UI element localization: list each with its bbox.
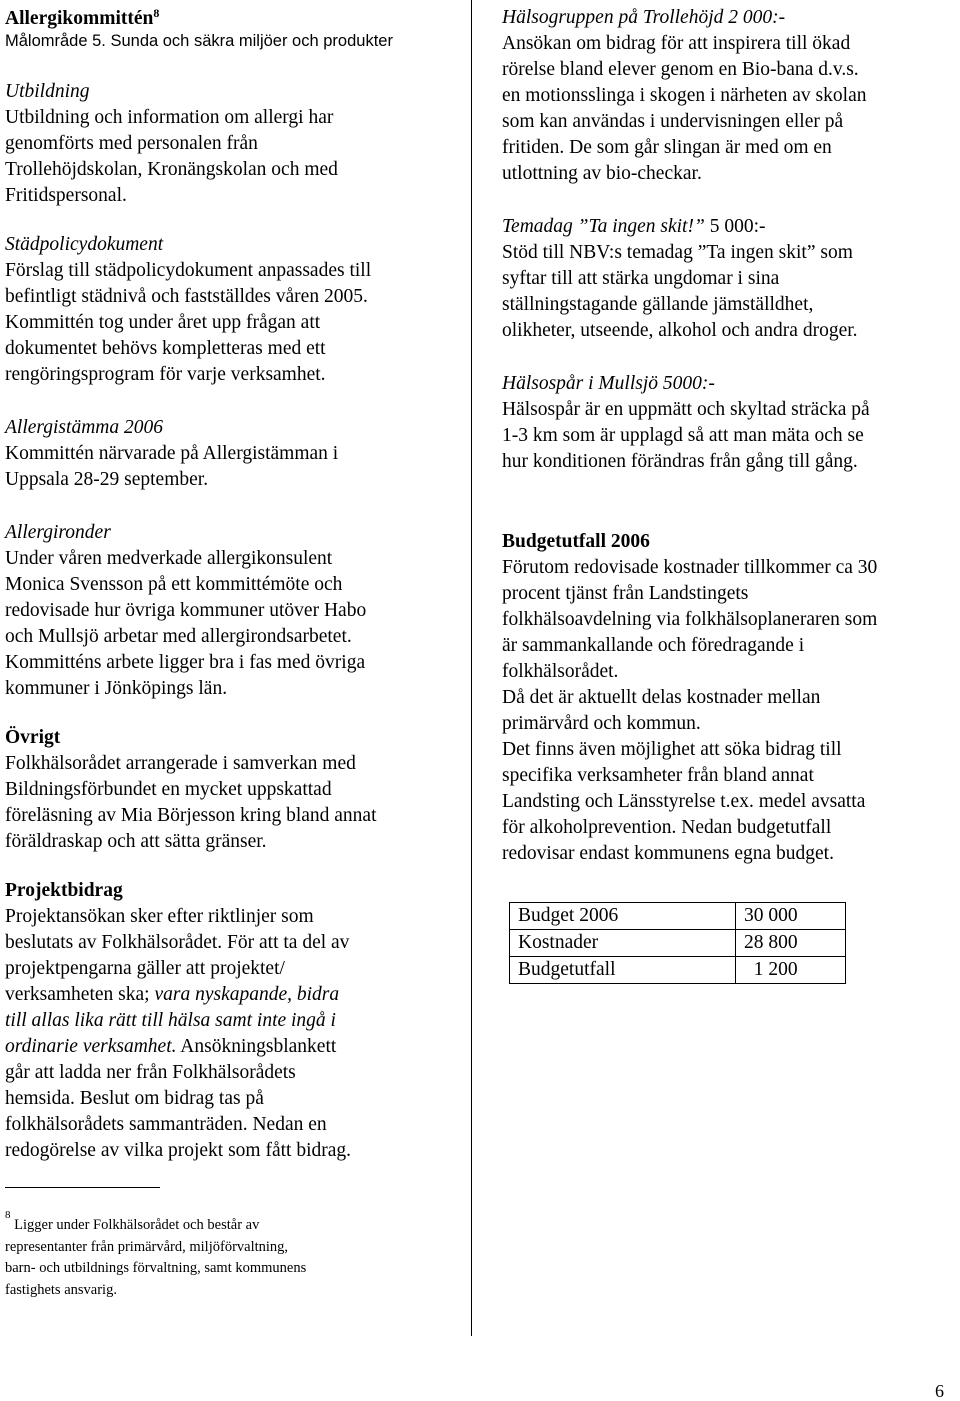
text-line: för alkoholprevention. Nedan budgetutfall: [502, 817, 832, 838]
text-line: befintligt städnivå och fastställdes våren 2005.: [5, 286, 368, 307]
text-line: redovisar endast kommunens egna budget.: [502, 843, 834, 864]
footnote-ref: 8: [153, 6, 160, 20]
page-number: 6: [935, 1381, 944, 1401]
text-line: Uppsala 28-29 september.: [5, 469, 209, 490]
text-line: redovisade hur övriga kommuner utöver Habo: [5, 600, 367, 621]
text-line: projektpengarna gäller att projektet/: [5, 958, 285, 979]
section-title: Utbildning: [5, 81, 90, 102]
text-line: specifika verksamheter från bland annat: [502, 765, 814, 786]
section-budgetutfall: [502, 529, 947, 867]
text-line: Hälsospår är en uppmätt och skyltad sträcka på: [502, 399, 870, 420]
text-line: ställningstagande gällande jämställdhet,: [502, 294, 814, 315]
section-title: Hälsogruppen på Trollehöjd 2 000:-: [502, 7, 786, 28]
text-line: Ligger under Folkhälsorådet och består av: [14, 1217, 260, 1233]
text-line: till allas lika rätt till hälsa samt inte ingå i: [5, 1010, 336, 1031]
text-line: och Mullsjö arbetar med allergirondsarbetet.: [5, 626, 352, 647]
text-line: föreläsning av Mia Börjesson kring bland annat: [5, 805, 377, 826]
column-divider: [471, 0, 472, 1336]
text-line: dokumentet behövs kompletteras med ett: [5, 338, 326, 359]
section-halsogruppen: [502, 5, 947, 187]
page-heading: Allergikommittén$^8$: [5, 6, 160, 29]
section-halsospar: [502, 371, 947, 475]
text-line: ordinarie verksamhet. Ansökningsblankett: [5, 1036, 337, 1057]
text-line: Det finns även möjlighet att söka bidrag till: [502, 739, 842, 760]
section-title: Allergistämma 2006: [5, 417, 163, 438]
text-line: hur konditionen förändras från gång till gång.: [502, 451, 858, 472]
text-line: procent tjänst från Landstingets: [502, 583, 749, 604]
text-line: syftar till att stärka ungdomar i sina: [502, 268, 780, 289]
text-line: 1-3 km som är upplagd så att man mäta och se: [502, 425, 864, 446]
section-title: Hälsospår i Mullsjö 5000:-: [502, 373, 715, 394]
text-line: Då det är aktuellt delas kostnader mellan: [502, 687, 821, 708]
text-line: föräldraskap och att sätta gränser.: [5, 831, 267, 852]
footnote-rule: [5, 1187, 160, 1188]
text-line: Ansökan om bidrag för att inspirera till ökad: [502, 33, 851, 54]
text-line: rengöringsprogram för varje verksamhet.: [5, 364, 326, 385]
text-line: primärvård och kommun.: [502, 713, 701, 734]
text-line: verksamheten ska; vara nyskapande, bidra: [5, 984, 340, 1005]
text-line: Utbildning och information om allergi har: [5, 107, 334, 128]
text-line: en motionsslinga i skogen i närheten av skolan: [502, 85, 867, 106]
text-line: Förslag till städpolicydokument anpassades till: [5, 260, 372, 281]
text-line: genomförts med personalen från: [5, 133, 258, 154]
text-line: utlottning av bio-checkar.: [502, 163, 702, 184]
section-title: Budgetutfall 2006: [502, 531, 650, 552]
text-line: Monica Svensson på ett kommittémöte och: [5, 574, 343, 595]
text-line: rörelse bland elever genom en Bio-bana d.v.s.: [502, 59, 859, 80]
text-line: Under våren medverkade allergikonsulent: [5, 548, 333, 569]
text-line: barn- och utbildnings förvaltning, samt kommunens: [5, 1260, 307, 1276]
text-line: folkhälsorådet.: [502, 661, 619, 682]
text-line: Projektansökan sker efter riktlinjer som: [5, 906, 314, 927]
footnote-marker: 8: [5, 1209, 11, 1221]
text-line: beslutats av Folkhälsorådet. För att ta del av: [5, 932, 350, 953]
text-line: är sammankallande och föredragande i: [502, 635, 805, 656]
text-line: folkhälsoavdelning via folkhälsoplaneraren som: [502, 609, 878, 630]
budget-table: [502, 902, 846, 984]
section-allergistamma: [5, 415, 445, 493]
text-line: folkhälsorådets sammanträden. Nedan en: [5, 1114, 327, 1135]
text-line: fritiden. De som går slingan är med om en: [502, 137, 832, 158]
table-cell-value: 28 800: [736, 930, 846, 957]
section-projektbidrag: [5, 878, 445, 1164]
footnote: [5, 1209, 445, 1301]
text-line: representanter från primärvård, miljöförvaltning,: [5, 1238, 289, 1255]
text-line: Bildningsförbundet en mycket uppskattad: [5, 779, 332, 800]
text-line: går att ladda ner från Folkhälsorådets: [5, 1062, 296, 1083]
text-line: Landsting och Länsstyrelse t.ex. medel avsatta: [502, 791, 866, 812]
text-line: Stöd till NBV:s temadag ”Ta ingen skit” som: [502, 242, 853, 263]
section-title: Allergironder: [5, 522, 111, 543]
table-row: [510, 930, 846, 957]
text-line: Kommitténs arbete ligger bra i fas med övriga: [5, 652, 366, 673]
text-line: fastighets ansvarig.: [5, 1281, 117, 1298]
text-line: hemsida. Beslut om bidrag tas på: [5, 1088, 264, 1109]
table-row: [510, 957, 846, 984]
text-line: Fritidspersonal.: [5, 185, 127, 206]
table-cell-value: 1 200: [736, 957, 846, 984]
section-temadag: [502, 214, 947, 344]
text-line: som kan användas i undervisningen eller på: [502, 111, 844, 132]
text-line: Förutom redovisade kostnader tillkommer ca 30: [502, 557, 878, 578]
table-cell-label: Budgetutfall: [510, 957, 736, 984]
text-line: Kommittén närvarade på Allergistämman i: [5, 443, 339, 464]
section-utbildning: [5, 79, 445, 209]
table-cell-label: Budget 2006: [510, 903, 736, 930]
section-allergironder: [5, 520, 445, 702]
text-line: Trollehöjdskolan, Kronängskolan och med: [5, 159, 338, 180]
section-title: Städpolicydokument: [5, 234, 164, 255]
section-title: Övrigt: [5, 727, 61, 748]
text-line: kommuner i Jönköpings län.: [5, 678, 228, 699]
text-line: Folkhälsorådet arrangerade i samverkan med: [5, 753, 356, 774]
text-line: olikheter, utseende, alkohol och andra droger.: [502, 320, 858, 341]
text-line: redogörelse av vilka projekt som fått bidrag.: [5, 1140, 352, 1161]
section-stadpolicy: [5, 232, 445, 388]
section-title: Temadag ”Ta ingen skit!” 5 000:-: [502, 216, 766, 237]
table-row: [510, 903, 846, 930]
table-cell-value: 30 000: [736, 903, 846, 930]
table-cell-label: Kostnader: [510, 930, 736, 957]
section-ovrigt: [5, 725, 445, 855]
text-line: Kommittén tog under året upp frågan att: [5, 312, 321, 333]
subheading: Målområde 5. Sunda och säkra miljöer och produkter: [5, 32, 393, 50]
section-title: Projektbidrag: [5, 880, 123, 901]
